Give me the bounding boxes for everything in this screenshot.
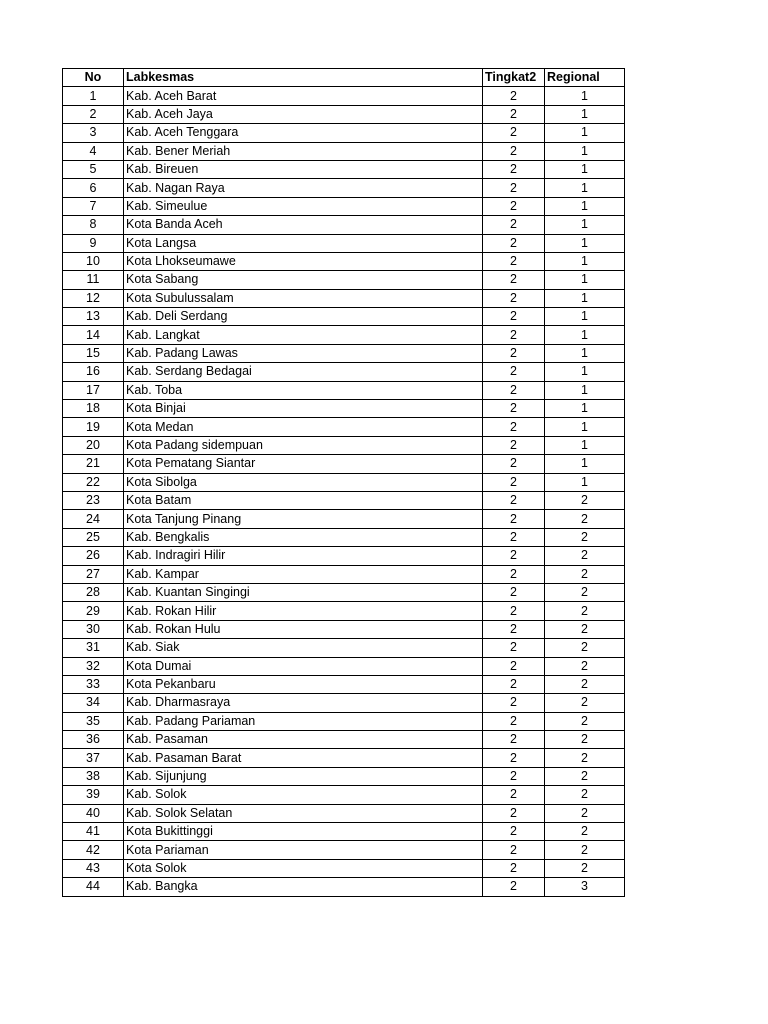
cell-regional: 2 <box>545 657 625 675</box>
table-row <box>63 363 625 381</box>
cell-labkesmas: Kab. Serdang Bedagai <box>124 363 483 381</box>
table-row <box>63 418 625 436</box>
cell-tingkat2: 2 <box>483 400 545 418</box>
cell-regional: 1 <box>545 308 625 326</box>
cell-no: 31 <box>63 639 124 657</box>
cell-no: 25 <box>63 528 124 546</box>
cell-tingkat2: 2 <box>483 749 545 767</box>
cell-regional: 1 <box>545 142 625 160</box>
cell-no: 38 <box>63 767 124 785</box>
cell-tingkat2: 2 <box>483 620 545 638</box>
cell-no: 28 <box>63 583 124 601</box>
table-row <box>63 823 625 841</box>
cell-no: 26 <box>63 547 124 565</box>
cell-regional: 1 <box>545 455 625 473</box>
cell-no: 10 <box>63 252 124 270</box>
cell-regional: 2 <box>545 804 625 822</box>
cell-no: 42 <box>63 841 124 859</box>
cell-regional: 2 <box>545 565 625 583</box>
cell-labkesmas: Kab. Kampar <box>124 565 483 583</box>
cell-no: 16 <box>63 363 124 381</box>
cell-no: 13 <box>63 308 124 326</box>
cell-regional: 2 <box>545 510 625 528</box>
table-row <box>63 491 625 509</box>
header-no: No <box>63 69 124 87</box>
cell-tingkat2: 2 <box>483 510 545 528</box>
table-row <box>63 878 625 896</box>
cell-tingkat2: 2 <box>483 786 545 804</box>
cell-labkesmas: Kab. Bengkalis <box>124 528 483 546</box>
cell-tingkat2: 2 <box>483 124 545 142</box>
cell-tingkat2: 2 <box>483 694 545 712</box>
table-row <box>63 767 625 785</box>
cell-regional: 1 <box>545 216 625 234</box>
table-row <box>63 547 625 565</box>
header-regional: Regional <box>545 69 625 87</box>
cell-labkesmas: Kota Pariaman <box>124 841 483 859</box>
cell-regional: 2 <box>545 823 625 841</box>
table-row <box>63 712 625 730</box>
cell-labkesmas: Kota Sibolga <box>124 473 483 491</box>
cell-tingkat2: 2 <box>483 344 545 362</box>
cell-regional: 2 <box>545 786 625 804</box>
cell-regional: 1 <box>545 436 625 454</box>
cell-regional: 2 <box>545 602 625 620</box>
cell-tingkat2: 2 <box>483 252 545 270</box>
cell-tingkat2: 2 <box>483 418 545 436</box>
table-row <box>63 234 625 252</box>
cell-no: 9 <box>63 234 124 252</box>
cell-labkesmas: Kab. Rokan Hilir <box>124 602 483 620</box>
cell-tingkat2: 2 <box>483 234 545 252</box>
cell-no: 32 <box>63 657 124 675</box>
cell-regional: 1 <box>545 289 625 307</box>
cell-labkesmas: Kab. Langkat <box>124 326 483 344</box>
cell-tingkat2: 2 <box>483 639 545 657</box>
table-row <box>63 289 625 307</box>
cell-no: 41 <box>63 823 124 841</box>
cell-labkesmas: Kab. Solok <box>124 786 483 804</box>
cell-regional: 2 <box>545 767 625 785</box>
table-row <box>63 400 625 418</box>
cell-no: 12 <box>63 289 124 307</box>
cell-regional: 2 <box>545 639 625 657</box>
table-row <box>63 786 625 804</box>
cell-tingkat2: 2 <box>483 289 545 307</box>
cell-regional: 2 <box>545 547 625 565</box>
cell-no: 23 <box>63 491 124 509</box>
cell-labkesmas: Kota Pekanbaru <box>124 675 483 693</box>
cell-labkesmas: Kab. Rokan Hulu <box>124 620 483 638</box>
cell-regional: 1 <box>545 473 625 491</box>
cell-regional: 1 <box>545 363 625 381</box>
cell-tingkat2: 2 <box>483 547 545 565</box>
cell-tingkat2: 2 <box>483 675 545 693</box>
cell-regional: 1 <box>545 87 625 105</box>
cell-tingkat2: 2 <box>483 804 545 822</box>
cell-no: 43 <box>63 859 124 877</box>
table-row <box>63 749 625 767</box>
cell-tingkat2: 2 <box>483 179 545 197</box>
cell-regional: 1 <box>545 234 625 252</box>
cell-tingkat2: 2 <box>483 491 545 509</box>
cell-tingkat2: 2 <box>483 767 545 785</box>
cell-labkesmas: Kota Banda Aceh <box>124 216 483 234</box>
cell-labkesmas: Kab. Deli Serdang <box>124 308 483 326</box>
table-row <box>63 216 625 234</box>
cell-no: 39 <box>63 786 124 804</box>
cell-labkesmas: Kab. Sijunjung <box>124 767 483 785</box>
table-row <box>63 87 625 105</box>
cell-no: 15 <box>63 344 124 362</box>
cell-tingkat2: 2 <box>483 308 545 326</box>
cell-regional: 2 <box>545 731 625 749</box>
cell-no: 24 <box>63 510 124 528</box>
cell-no: 29 <box>63 602 124 620</box>
table-row <box>63 271 625 289</box>
cell-labkesmas: Kab. Bener Meriah <box>124 142 483 160</box>
cell-no: 17 <box>63 381 124 399</box>
cell-no: 30 <box>63 620 124 638</box>
cell-regional: 1 <box>545 381 625 399</box>
cell-labkesmas: Kota Pematang Siantar <box>124 455 483 473</box>
cell-regional: 2 <box>545 528 625 546</box>
cell-labkesmas: Kab. Solok Selatan <box>124 804 483 822</box>
table-row <box>63 859 625 877</box>
cell-no: 34 <box>63 694 124 712</box>
cell-tingkat2: 2 <box>483 823 545 841</box>
cell-labkesmas: Kab. Kuantan Singingi <box>124 583 483 601</box>
cell-labkesmas: Kota Subulussalam <box>124 289 483 307</box>
cell-regional: 1 <box>545 418 625 436</box>
cell-regional: 1 <box>545 271 625 289</box>
table-row <box>63 455 625 473</box>
table-row <box>63 124 625 142</box>
cell-labkesmas: Kota Medan <box>124 418 483 436</box>
cell-regional: 1 <box>545 400 625 418</box>
cell-labkesmas: Kab. Dharmasraya <box>124 694 483 712</box>
cell-labkesmas: Kota Sabang <box>124 271 483 289</box>
cell-tingkat2: 2 <box>483 878 545 896</box>
cell-labkesmas: Kota Lhokseumawe <box>124 252 483 270</box>
cell-tingkat2: 2 <box>483 105 545 123</box>
labkesmas-table <box>62 68 625 897</box>
cell-regional: 1 <box>545 252 625 270</box>
cell-regional: 2 <box>545 491 625 509</box>
cell-labkesmas: Kab. Nagan Raya <box>124 179 483 197</box>
cell-regional: 1 <box>545 105 625 123</box>
cell-no: 2 <box>63 105 124 123</box>
table-row <box>63 731 625 749</box>
cell-labkesmas: Kota Tanjung Pinang <box>124 510 483 528</box>
table-row <box>63 179 625 197</box>
cell-labkesmas: Kota Solok <box>124 859 483 877</box>
cell-labkesmas: Kab. Indragiri Hilir <box>124 547 483 565</box>
cell-labkesmas: Kab. Aceh Tenggara <box>124 124 483 142</box>
cell-no: 6 <box>63 179 124 197</box>
cell-regional: 2 <box>545 694 625 712</box>
cell-tingkat2: 2 <box>483 583 545 601</box>
table-row <box>63 252 625 270</box>
cell-labkesmas: Kab. Bangka <box>124 878 483 896</box>
table-row <box>63 583 625 601</box>
table-row <box>63 473 625 491</box>
cell-no: 21 <box>63 455 124 473</box>
table-row <box>63 510 625 528</box>
cell-no: 35 <box>63 712 124 730</box>
header-tingkat2: Tingkat2 <box>483 69 545 87</box>
cell-tingkat2: 2 <box>483 455 545 473</box>
cell-tingkat2: 2 <box>483 87 545 105</box>
cell-no: 14 <box>63 326 124 344</box>
cell-labkesmas: Kota Padang sidempuan <box>124 436 483 454</box>
cell-no: 19 <box>63 418 124 436</box>
table-row <box>63 841 625 859</box>
cell-labkesmas: Kab. Simeulue <box>124 197 483 215</box>
cell-regional: 1 <box>545 197 625 215</box>
table-body <box>63 87 625 896</box>
cell-no: 20 <box>63 436 124 454</box>
cell-tingkat2: 2 <box>483 436 545 454</box>
cell-labkesmas: Kota Binjai <box>124 400 483 418</box>
cell-labkesmas: Kab. Toba <box>124 381 483 399</box>
cell-labkesmas: Kab. Padang Pariaman <box>124 712 483 730</box>
cell-regional: 3 <box>545 878 625 896</box>
cell-no: 11 <box>63 271 124 289</box>
cell-tingkat2: 2 <box>483 731 545 749</box>
cell-regional: 2 <box>545 620 625 638</box>
cell-labkesmas: Kab. Siak <box>124 639 483 657</box>
table-row <box>63 675 625 693</box>
cell-no: 8 <box>63 216 124 234</box>
cell-regional: 1 <box>545 124 625 142</box>
cell-regional: 2 <box>545 675 625 693</box>
table-row <box>63 804 625 822</box>
cell-no: 37 <box>63 749 124 767</box>
cell-regional: 2 <box>545 712 625 730</box>
cell-regional: 2 <box>545 841 625 859</box>
table-row <box>63 694 625 712</box>
cell-tingkat2: 2 <box>483 859 545 877</box>
cell-labkesmas: Kota Dumai <box>124 657 483 675</box>
cell-labkesmas: Kab. Pasaman <box>124 731 483 749</box>
table-row <box>63 326 625 344</box>
cell-no: 40 <box>63 804 124 822</box>
table-row <box>63 436 625 454</box>
table-row <box>63 344 625 362</box>
cell-labkesmas: Kab. Aceh Jaya <box>124 105 483 123</box>
cell-tingkat2: 2 <box>483 473 545 491</box>
cell-no: 5 <box>63 160 124 178</box>
cell-tingkat2: 2 <box>483 565 545 583</box>
cell-tingkat2: 2 <box>483 363 545 381</box>
table-row <box>63 620 625 638</box>
cell-tingkat2: 2 <box>483 271 545 289</box>
table-header <box>63 69 625 87</box>
cell-regional: 1 <box>545 326 625 344</box>
cell-labkesmas: Kab. Bireuen <box>124 160 483 178</box>
header-labkesmas: Labkesmas <box>124 69 483 87</box>
table-row <box>63 657 625 675</box>
cell-no: 3 <box>63 124 124 142</box>
table-row <box>63 639 625 657</box>
cell-tingkat2: 2 <box>483 712 545 730</box>
table-row <box>63 160 625 178</box>
cell-labkesmas: Kota Bukittinggi <box>124 823 483 841</box>
cell-no: 7 <box>63 197 124 215</box>
cell-labkesmas: Kota Langsa <box>124 234 483 252</box>
cell-tingkat2: 2 <box>483 528 545 546</box>
cell-no: 33 <box>63 675 124 693</box>
cell-regional: 1 <box>545 160 625 178</box>
cell-labkesmas: Kab. Aceh Barat <box>124 87 483 105</box>
cell-regional: 2 <box>545 859 625 877</box>
table-row <box>63 528 625 546</box>
cell-no: 36 <box>63 731 124 749</box>
cell-tingkat2: 2 <box>483 197 545 215</box>
cell-labkesmas: Kab. Pasaman Barat <box>124 749 483 767</box>
cell-no: 27 <box>63 565 124 583</box>
cell-tingkat2: 2 <box>483 326 545 344</box>
cell-regional: 2 <box>545 749 625 767</box>
header-row <box>63 69 625 87</box>
cell-tingkat2: 2 <box>483 841 545 859</box>
cell-tingkat2: 2 <box>483 657 545 675</box>
cell-labkesmas: Kota Batam <box>124 491 483 509</box>
cell-tingkat2: 2 <box>483 216 545 234</box>
table-row <box>63 142 625 160</box>
cell-regional: 2 <box>545 583 625 601</box>
cell-no: 4 <box>63 142 124 160</box>
table-row <box>63 565 625 583</box>
table-row <box>63 308 625 326</box>
cell-regional: 1 <box>545 344 625 362</box>
cell-no: 18 <box>63 400 124 418</box>
cell-tingkat2: 2 <box>483 381 545 399</box>
table-row <box>63 197 625 215</box>
cell-no: 22 <box>63 473 124 491</box>
table-row <box>63 381 625 399</box>
cell-no: 44 <box>63 878 124 896</box>
cell-labkesmas: Kab. Padang Lawas <box>124 344 483 362</box>
table-row <box>63 602 625 620</box>
cell-regional: 1 <box>545 179 625 197</box>
cell-tingkat2: 2 <box>483 160 545 178</box>
table-row <box>63 105 625 123</box>
cell-tingkat2: 2 <box>483 602 545 620</box>
cell-tingkat2: 2 <box>483 142 545 160</box>
cell-no: 1 <box>63 87 124 105</box>
